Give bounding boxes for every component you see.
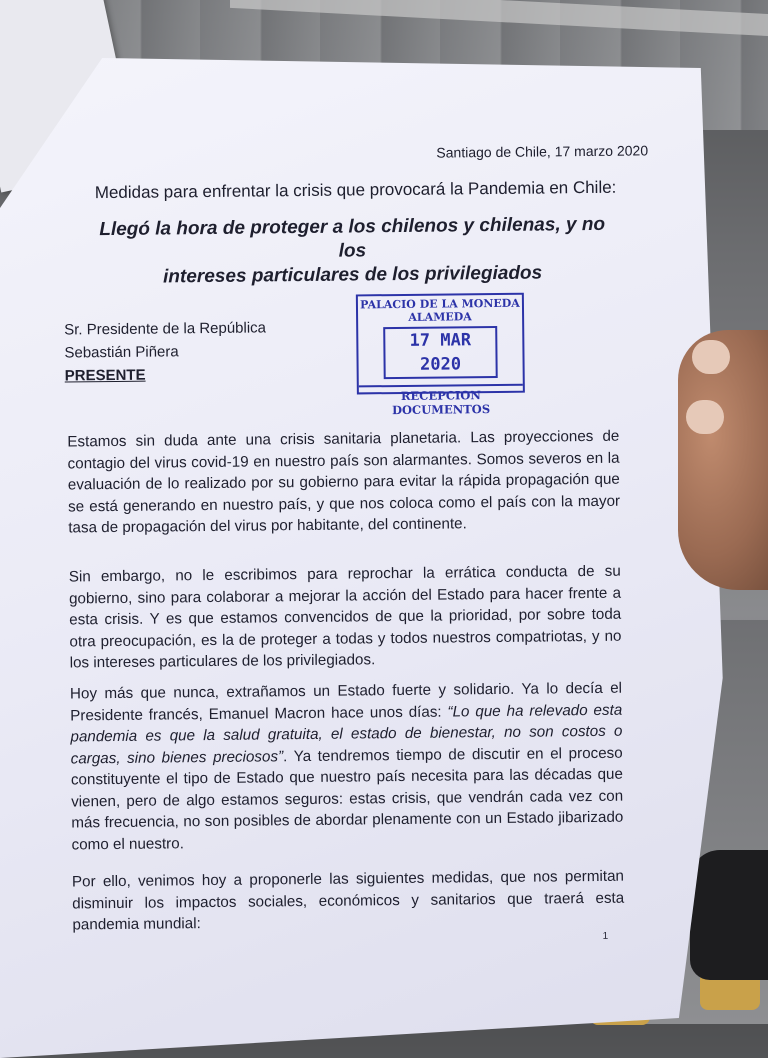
addressee-name: Sebastián Piñera	[64, 343, 179, 362]
paragraph-3	[70, 678, 624, 856]
paragraph-3-end: . Ya tendremos tiempo de discutir en el proceso constituyente el tipo de Estado que nuestro país necesita para las décadas que vienen, pero de algo estamos seguros: estas crisis, que vendrán cada vez con más frecuencia, no son posibles de abordar plenamente con un Estado jibarizado como el nuestro.	[70, 744, 624, 853]
headline	[97, 213, 608, 290]
headline-line-1: Llegó la hora de proteger a los chilenos y chilenas, y no los	[99, 213, 606, 262]
date-line: Santiago de Chile, 17 marzo 2020	[436, 142, 649, 161]
paragraph-4: Por ello, venimos hoy a proponerle las siguientes medidas, que nos permitan disminuir los impactos sociales, económicos y sanitarios que traerá esta pandemia mundial:	[71, 867, 625, 934]
stamp-line-3: RECEPCION DOCUMENTOS	[359, 384, 523, 418]
holding-hand	[678, 330, 768, 590]
paragraph-3-start: Hoy más que nunca, extrañamos un Estado fuerte y solidario. Ya lo decía el Presidente francés, Emanuel Macron hace unos días:	[69, 679, 623, 724]
addressee-present: PRESENTE	[64, 366, 146, 385]
page-number: 1	[602, 930, 609, 942]
paragraph-2: Sin embargo, no le escribimos para reprochar la errática conducta de su gobierno, sino para colaborar a mejorar la acción del Estado para hacer frente a esta crisis. Y es que estamos convencidos de que la prioridad, por sobre toda otra preocupación, es la de proteger a todas y todos nuestros compatriotas, y no los intereses particulares de los privilegiados.	[68, 562, 622, 672]
paragraph-1: Estamos sin duda ante una crisis sanitaria planetaria. Las proyecciones de contagio del virus covid-19 en nuestro país son alarmantes. Somos severos en la evaluación de lo realizado por su gobierno para evitar la rápida propagación que se está generando en nuestro país, y que nos coloca como el país con la mayor tasa de propagación del virus por habitante, del continente.	[67, 427, 621, 537]
reception-stamp	[356, 293, 525, 418]
addressee-title: Sr. Presidente de la República	[64, 319, 267, 339]
thumb-nail-2	[686, 400, 724, 434]
stamp-line-2: ALAMEDA	[408, 310, 472, 324]
macron-quote: “Lo que ha relevado esta pandemia es que la salud gratuita, el estado de bienestar, no son costos o cargas, sino bienes preciosos”	[70, 701, 623, 767]
headline-line-2: intereses particulares de los privilegiados	[162, 262, 543, 288]
stamp-line-1: PALACIO DE LA MONEDA	[360, 296, 520, 312]
stamp-date: 17 MAR 2020	[383, 326, 498, 379]
intro-line: Medidas para enfrentar la crisis que provocará la Pandemia en Chile:	[94, 177, 617, 203]
thumb-nail-1	[692, 340, 730, 374]
